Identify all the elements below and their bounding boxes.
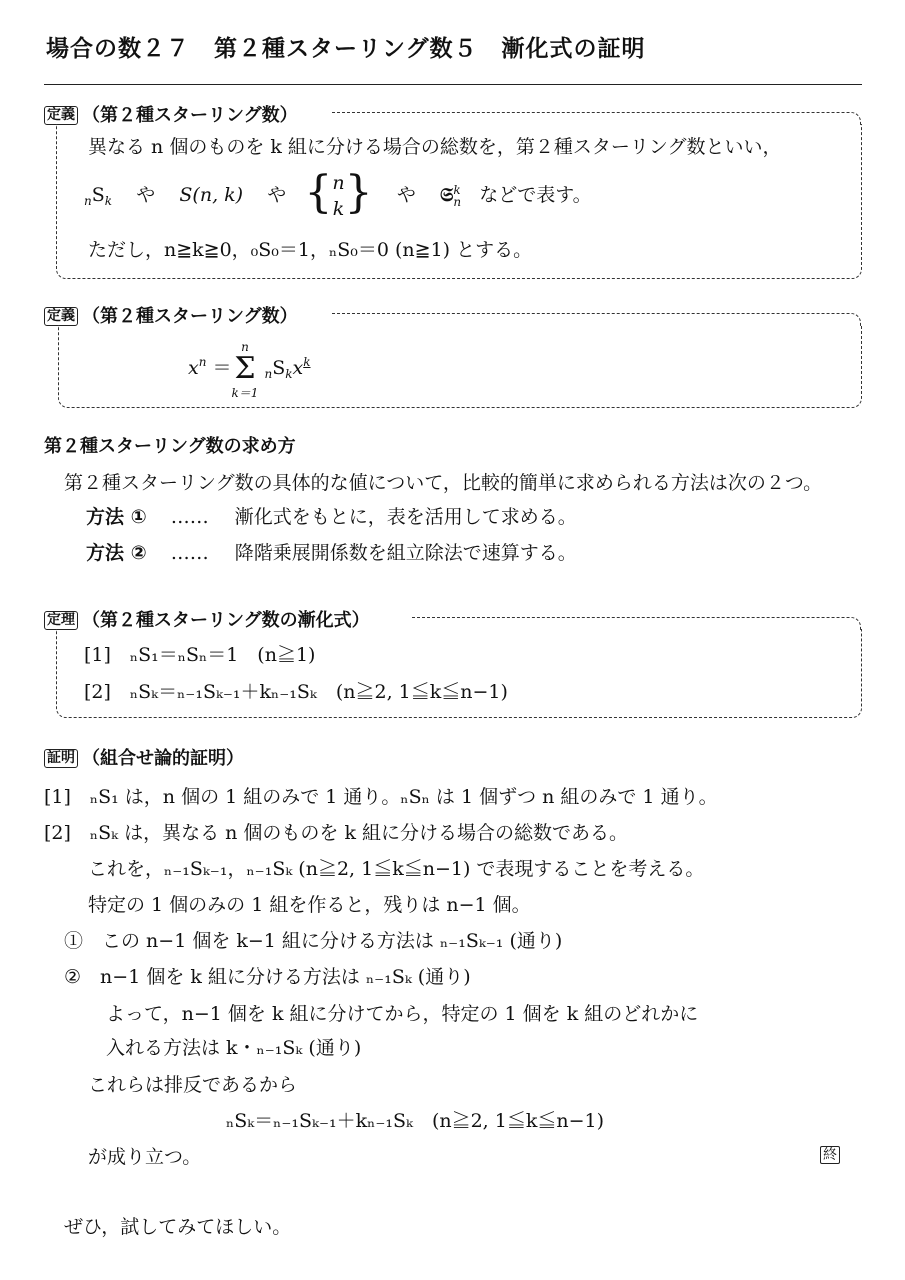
proof-line-8: 入れる方法は k・ₙ₋₁Sₖ (通り) bbox=[106, 1037, 362, 1059]
method-2-dots: …… bbox=[170, 542, 209, 564]
def2-formula: $x^n =n$ Σ k＝1 $_nS_kx^k$ bbox=[188, 340, 311, 400]
sum-bottom: k＝1 bbox=[231, 386, 259, 400]
method-2 bbox=[86, 538, 577, 565]
methods-intro: 第２種スターリング数の具体的な値について，比較的簡単に求められる方法は次の２つ。 bbox=[64, 472, 823, 494]
proof-header bbox=[44, 744, 244, 770]
theorem-tag: 定理 bbox=[44, 611, 78, 630]
def1-line1: 異なる n 個のものを k 組に分ける場合の総数を，第２種スターリング数といい， bbox=[88, 136, 782, 158]
formula-s: S bbox=[272, 357, 286, 379]
ya-1: や bbox=[136, 184, 156, 206]
frak-sub: n bbox=[453, 195, 462, 209]
def2-heading: （第２種スターリング数） bbox=[82, 306, 298, 327]
binom-notation bbox=[332, 170, 344, 222]
end-mark bbox=[820, 1142, 840, 1164]
proof-line-4: 特定の 1 個のみの 1 組を作ると，残りは n−1 個。 bbox=[88, 894, 531, 916]
def2-tag: 定義 bbox=[44, 307, 78, 326]
ya-2: や bbox=[267, 184, 287, 206]
def1-heading: （第２種スターリング数） bbox=[82, 105, 298, 126]
proof-line-11: が成り立つ。 bbox=[88, 1146, 202, 1168]
def1-line2-tail: などで表す。 bbox=[479, 184, 592, 206]
def1-line3: ただし，n≧k≧0，₀S₀＝1，ₙS₀＝0 (n≧1) とする。 bbox=[88, 239, 533, 261]
formula-x2: x bbox=[292, 357, 304, 379]
method-1-dots: …… bbox=[170, 506, 209, 528]
page-title: 場合の数２７ 第２種スターリング数５ 漸化式の証明 bbox=[46, 36, 646, 62]
method-2-text: 降階乗展開係数を組立除法で速算する。 bbox=[234, 542, 577, 564]
nsk-symbol: S bbox=[91, 184, 105, 206]
proof-line-7: よって，n−1 個を k 組に分けてから，特定の 1 個を k 組のどれかに bbox=[106, 1003, 699, 1025]
method-1-text: 漸化式をもとに，表を活用して求める。 bbox=[234, 506, 577, 528]
proof-line-9: これらは排反であるから bbox=[88, 1074, 298, 1096]
method-2-label: 方法 ② bbox=[86, 542, 147, 564]
methods-heading: 第２種スターリング数の求め方 bbox=[44, 436, 296, 457]
ya-3: や bbox=[396, 184, 416, 206]
title-underline bbox=[44, 84, 862, 85]
binom-top: n bbox=[332, 172, 345, 194]
sigma-icon: Σ bbox=[234, 351, 256, 386]
right-brace-icon: } bbox=[344, 167, 373, 218]
formula-exp: n bbox=[198, 355, 207, 369]
proof-line-1: [1] ₙS₁ は，n 個の 1 組のみで 1 通り。ₙSₙ は 1 個ずつ n 組のみで 1 通り。 bbox=[44, 786, 718, 808]
proof-tag: 証明 bbox=[44, 749, 78, 768]
method-1 bbox=[86, 502, 577, 529]
proof-line-5: ① この n−1 個を k−1 組に分ける方法は ₙ₋₁Sₖ₋₁ (通り) bbox=[64, 930, 563, 952]
fraktur-s: 𝔖 bbox=[440, 184, 454, 206]
left-brace-icon: { bbox=[304, 167, 333, 218]
theorem-item-1: [1] ₙS₁＝ₙSₙ＝1 (n≧1) bbox=[84, 644, 316, 666]
sum-symbol bbox=[232, 338, 259, 400]
method-1-label: 方法 ① bbox=[86, 506, 147, 528]
proof-heading: （組合せ論的証明） bbox=[82, 748, 244, 769]
proof-line-6: ② n−1 個を k 組に分ける方法は ₙ₋₁Sₖ (通り) bbox=[64, 966, 471, 988]
def1-notations: $_nS_k$ や S(n, k) や {n k} や 𝔖k n などで表す。 bbox=[84, 167, 592, 220]
s-function: S(n, k) bbox=[179, 184, 244, 206]
def2-box bbox=[58, 325, 862, 408]
frak-sup: k bbox=[453, 183, 461, 197]
proof-line-3: これを，ₙ₋₁Sₖ₋₁，ₙ₋₁Sₖ (n≧2, 1≦k≦n−1) で表現することを考える。 bbox=[88, 858, 705, 880]
proof-line-2: [2] ₙSₖ は，異なる n 個のものを k 組に分ける場合の総数である。 bbox=[44, 822, 629, 844]
theorem-item-2: [2] ₙSₖ＝ₙ₋₁Sₖ₋₁＋kₙ₋₁Sₖ (n≧2, 1≦k≦n−1) bbox=[84, 681, 508, 703]
footer-text: ぜひ，試してみてほしい。 bbox=[64, 1216, 292, 1238]
theorem-heading: （第２種スターリング数の漸化式） bbox=[82, 610, 370, 631]
def1-tag: 定義 bbox=[44, 106, 78, 125]
formula-x: x bbox=[188, 357, 199, 379]
proof-formula: ₙSₖ＝ₙ₋₁Sₖ₋₁＋kₙ₋₁Sₖ (n≧2, 1≦k≦n−1) bbox=[226, 1110, 605, 1132]
end-mark-label: 終 bbox=[820, 1146, 840, 1164]
binom-bottom: k bbox=[332, 198, 345, 220]
sum-top: n bbox=[241, 340, 249, 354]
